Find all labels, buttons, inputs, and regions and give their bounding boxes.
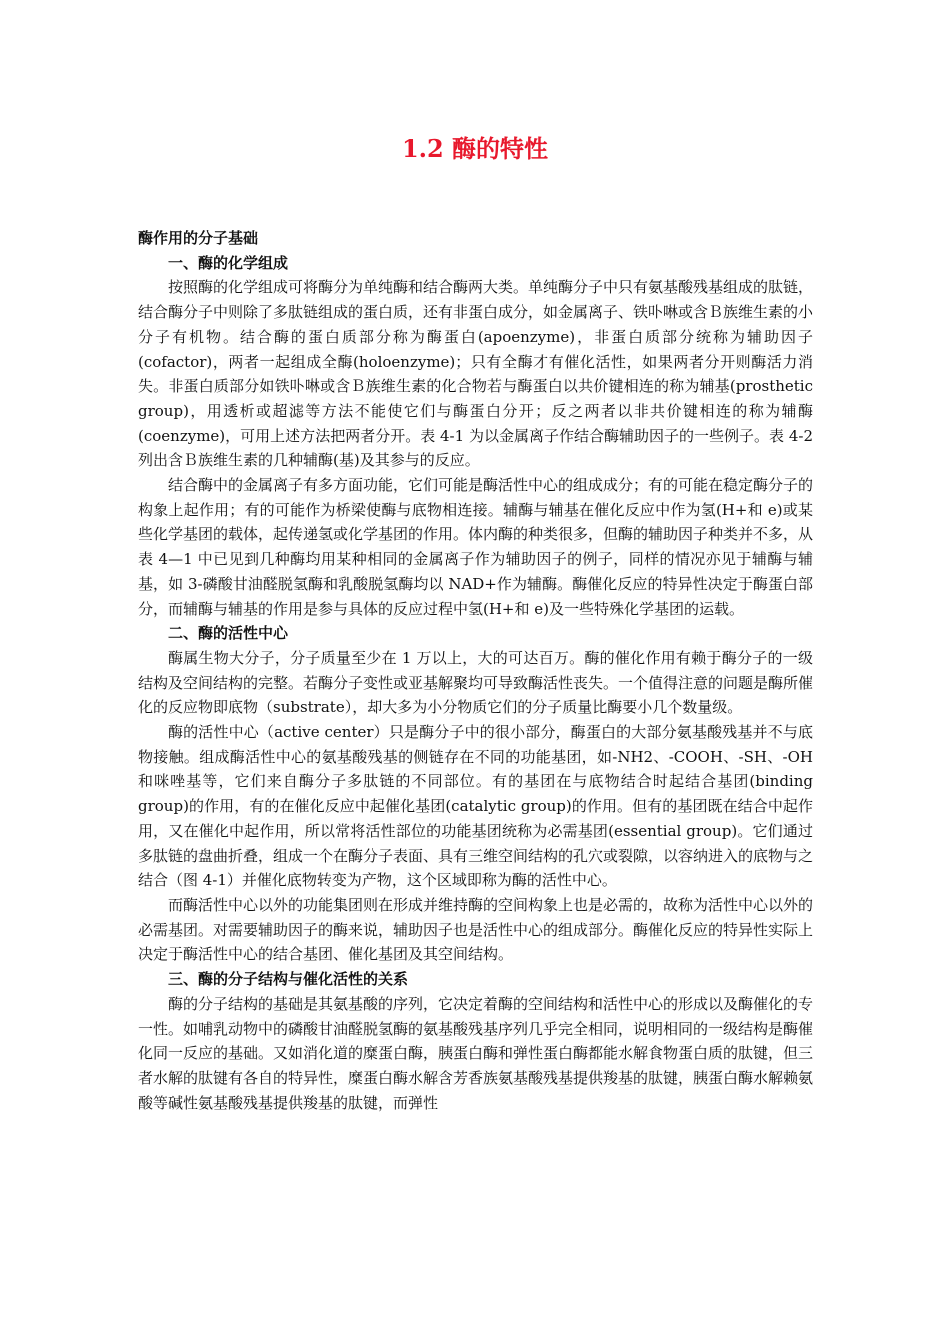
paragraph: 酶的分子结构的基础是其氨基酸的序列，它决定着酶的空间结构和活性中心的形成以及酶催化的专一性。如哺乳动物中的磷酸甘油醛脱氢酶的氨基酸残基序列几乎完全相同，说明相同的一级结构是酶催化同一反应的基础。又如消化道的糜蛋白酶，胰蛋白酶和弹性蛋白酶都能水解食物蛋白质的肽键，但三者水解的肽键有各自的特异性，糜蛋白酶水解含芳香族氨基酸残基提供羧基的肽键，胰蛋白酶水解赖氨酸等碱性氨基酸残基提供羧基的肽键，而弹性 bbox=[138, 994, 814, 1112]
paragraph: 结合酶中的金属离子有多方面功能，它们可能是酶活性中心的组成成分；有的可能在稳定酶分子的构象上起作用；有的可能作为桥梁使酶与底物相连接。辅酶与辅基在催化反应中作为氢(H+和 e)或某些化学基团的载体，起传递氢或化学基团的作用。体内酶的种类很多，但酶的辅助因子种类并不多，从表 4—1 中已见到几种酶均用某种相同的金属离子作为辅助因子的例子，同样的情况亦见于辅酶与辅基，如 3-磷酸甘油醛脱氢酶和乳酸脱氢酶均以 NAD+作为辅酶。酶催化反应的特异性决定于酶蛋白部分，而辅酶与辅基的作用是参与具体的反应过程中氢(H+和 e)及一些特殊化学基团的运载。 bbox=[138, 476, 814, 618]
paragraph: 酶的活性中心（active center）只是酶分子中的很小部分，酶蛋白的大部分氨基酸残基并不与底物接触。组成酶活性中心的氨基酸残基的侧链存在不同的功能基团，如-NH2、-COOH、-SH、-OH 和咪唑基等，它们来自酶分子多肽链的不同部位。有的基团在与底物结合时起结合基团(binding group)的作用，有的在催化反应中起催化基团(catalytic group)的作用。但有的基团既在结合中起作用，又在催化中起作用，所以常将活性部位的功能基团统称为必需基团(essential group)。它们通过多肽链的盘曲折叠，组成一个在酶分子表面、具有三维空间结构的孔穴或裂隙，以容纳进入的底物与之结合（图 4-1）并催化底物转变为产物，这个区域即称为酶的活性中心。 bbox=[138, 723, 814, 890]
page-title: 1.2 酶的特性 bbox=[401, 134, 549, 163]
document-body bbox=[138, 226, 813, 1115]
paragraph: 而酶活性中心以外的功能集团则在形成并维持酶的空间构象上也是必需的，故称为活性中心以外的必需基团。对需要辅助因子的酶来说，辅助因子也是活性中心的组成部分。酶催化反应的特异性实际上决定于酶活性中心的结合基团、催化基团及其空间结构。 bbox=[138, 895, 814, 964]
section-heading: 酶作用的分子基础 bbox=[138, 229, 259, 247]
subsection-heading-active-center: 二、酶的活性中心 bbox=[168, 624, 289, 643]
paragraph: 按照酶的化学组成可将酶分为单纯酶和结合酶两大类。单纯酶分子中只有氨基酸残基组成的肽链，结合酶分子中则除了多肽链组成的蛋白质，还有非蛋白成分，如金属离子、铁卟啉或含Ｂ族维生素的小分子有机物。结合酶的蛋白质部分称为酶蛋白(apoenzyme)，非蛋白质部分统称为辅助因子 (cofactor)，两者一起组成全酶(holoenzyme)；只有全酶才有催化活性，如果两者分开则酶活力消失。非蛋白质部分如铁卟啉或含Ｂ族维生素的化合物若与酶蛋白以共价键相连的称为辅基(prosthetic group)，用透析或超滤等方法不能使它们与酶蛋白分开；反之两者以非共价键相连的称为辅酶(coenzyme)，可用上述方法把两者分开。表 4-1 为以金属离子作结合酶辅助因子的一些例子。表 4-2 列出含Ｂ族维生素的几种辅酶(基)及其参与的反应。 bbox=[138, 278, 814, 470]
paragraph: 酶属生物大分子，分子质量至少在 1 万以上，大的可达百万。酶的催化作用有赖于酶分子的一级结构及空间结构的完整。若酶分子变性或亚基解聚均可导致酶活性丧失。一个值得注意的问题是酶所催化的反应物即底物（substrate），却大多为小分物质它们的分子质量比酶要小几个数量级。 bbox=[138, 648, 814, 717]
subsection-heading-structure-activity: 三、酶的分子结构与催化活性的关系 bbox=[168, 970, 409, 989]
subsection-heading-chemical-composition: 一、酶的化学组成 bbox=[168, 253, 289, 272]
